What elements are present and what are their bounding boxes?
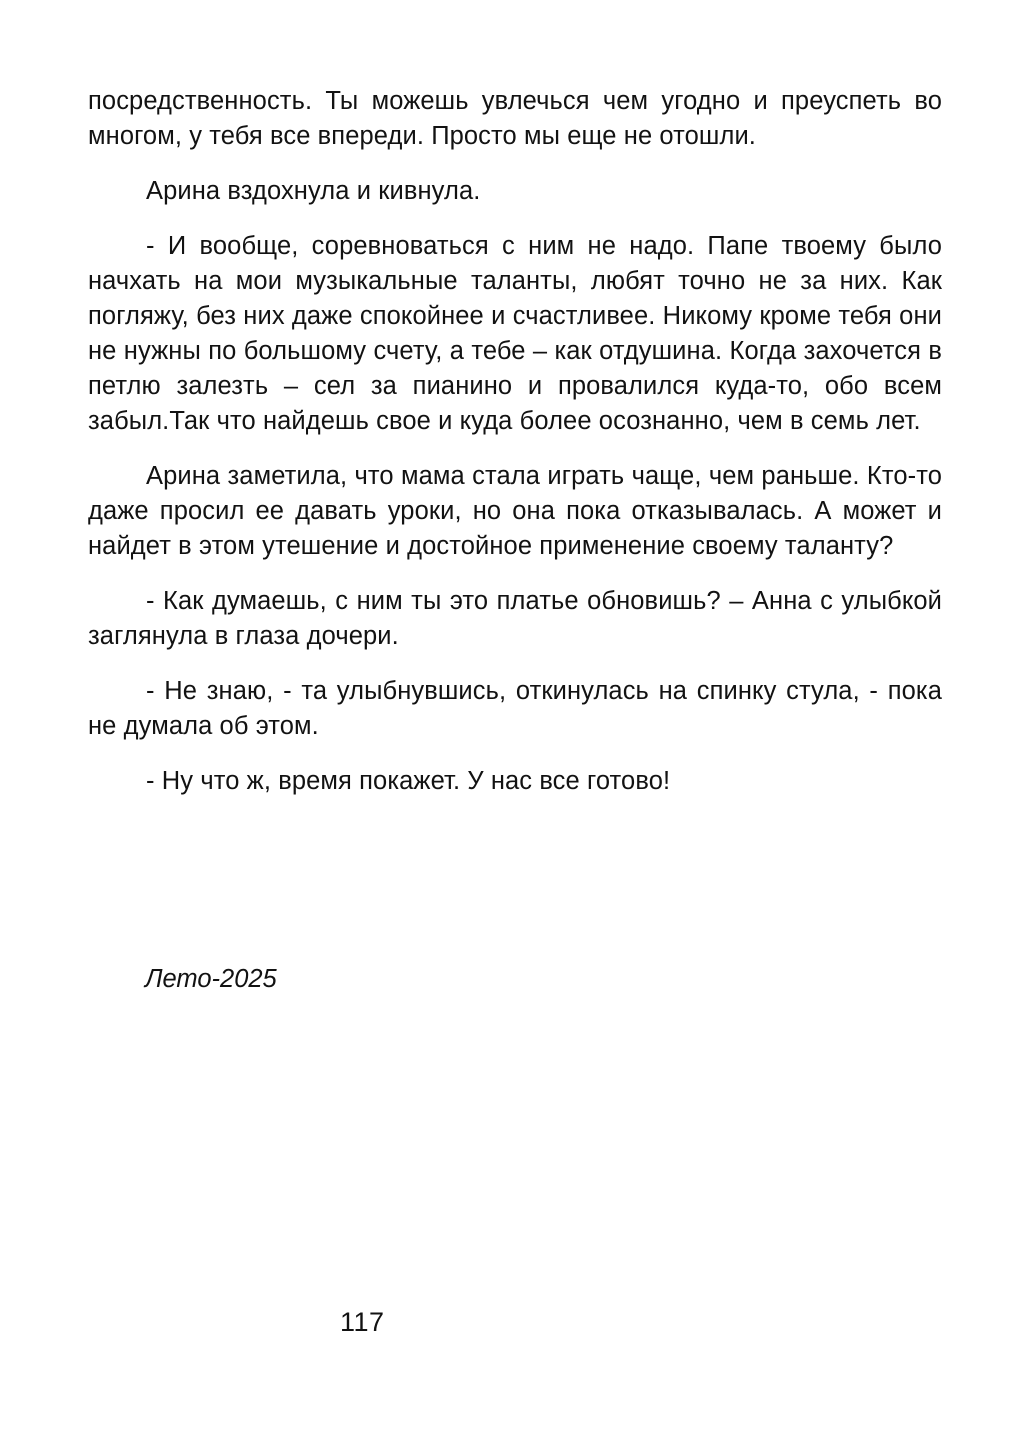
paragraph-dialogue: - Как думаешь, с ним ты это платье обновишь? – Анна с улыбкой заглянула в глаза дочери. xyxy=(88,587,942,650)
body-text-block xyxy=(88,84,942,819)
signature-date: Лето-2025 xyxy=(145,965,277,993)
page-number: 117 xyxy=(340,1307,385,1337)
paragraph-dialogue: - Не знаю, - та улыбнувшись, откинулась на спинку стула, - пока не думала об этом. xyxy=(88,677,942,740)
paragraph: Арина заметила, что мама стала играть чаще, чем раньше. Кто-то даже просил ее давать уроки, но она пока отказывалась. А может и найдет в этом утешение и достойное применение своему таланту? xyxy=(88,462,942,560)
paragraph: Арина вздохнула и кивнула. xyxy=(146,177,481,205)
paragraph-dialogue: - И вообще, соревноваться с ним не надо. Папе твоему было начхать на мои музыкальные таланты, любят точно не за них. Как погляжу, без них даже спокойнее и счастливее. Никому кроме тебя они не нужны по большому счету, а тебе – как отдушина. Когда захочется в петлю залезть – сел за пианино и провалился куда-то, обо всем забыл.Так что найдешь свое и куда более осознанно, чем в семь лет. xyxy=(88,232,942,435)
paragraph-continuation: посредственность. Ты можешь увлечься чем угодно и преуспеть во многом, у тебя все впереди. Просто мы еще не отошли. xyxy=(88,87,942,150)
paragraph-dialogue: - Ну что ж, время покажет. У нас все готово! xyxy=(146,767,671,795)
